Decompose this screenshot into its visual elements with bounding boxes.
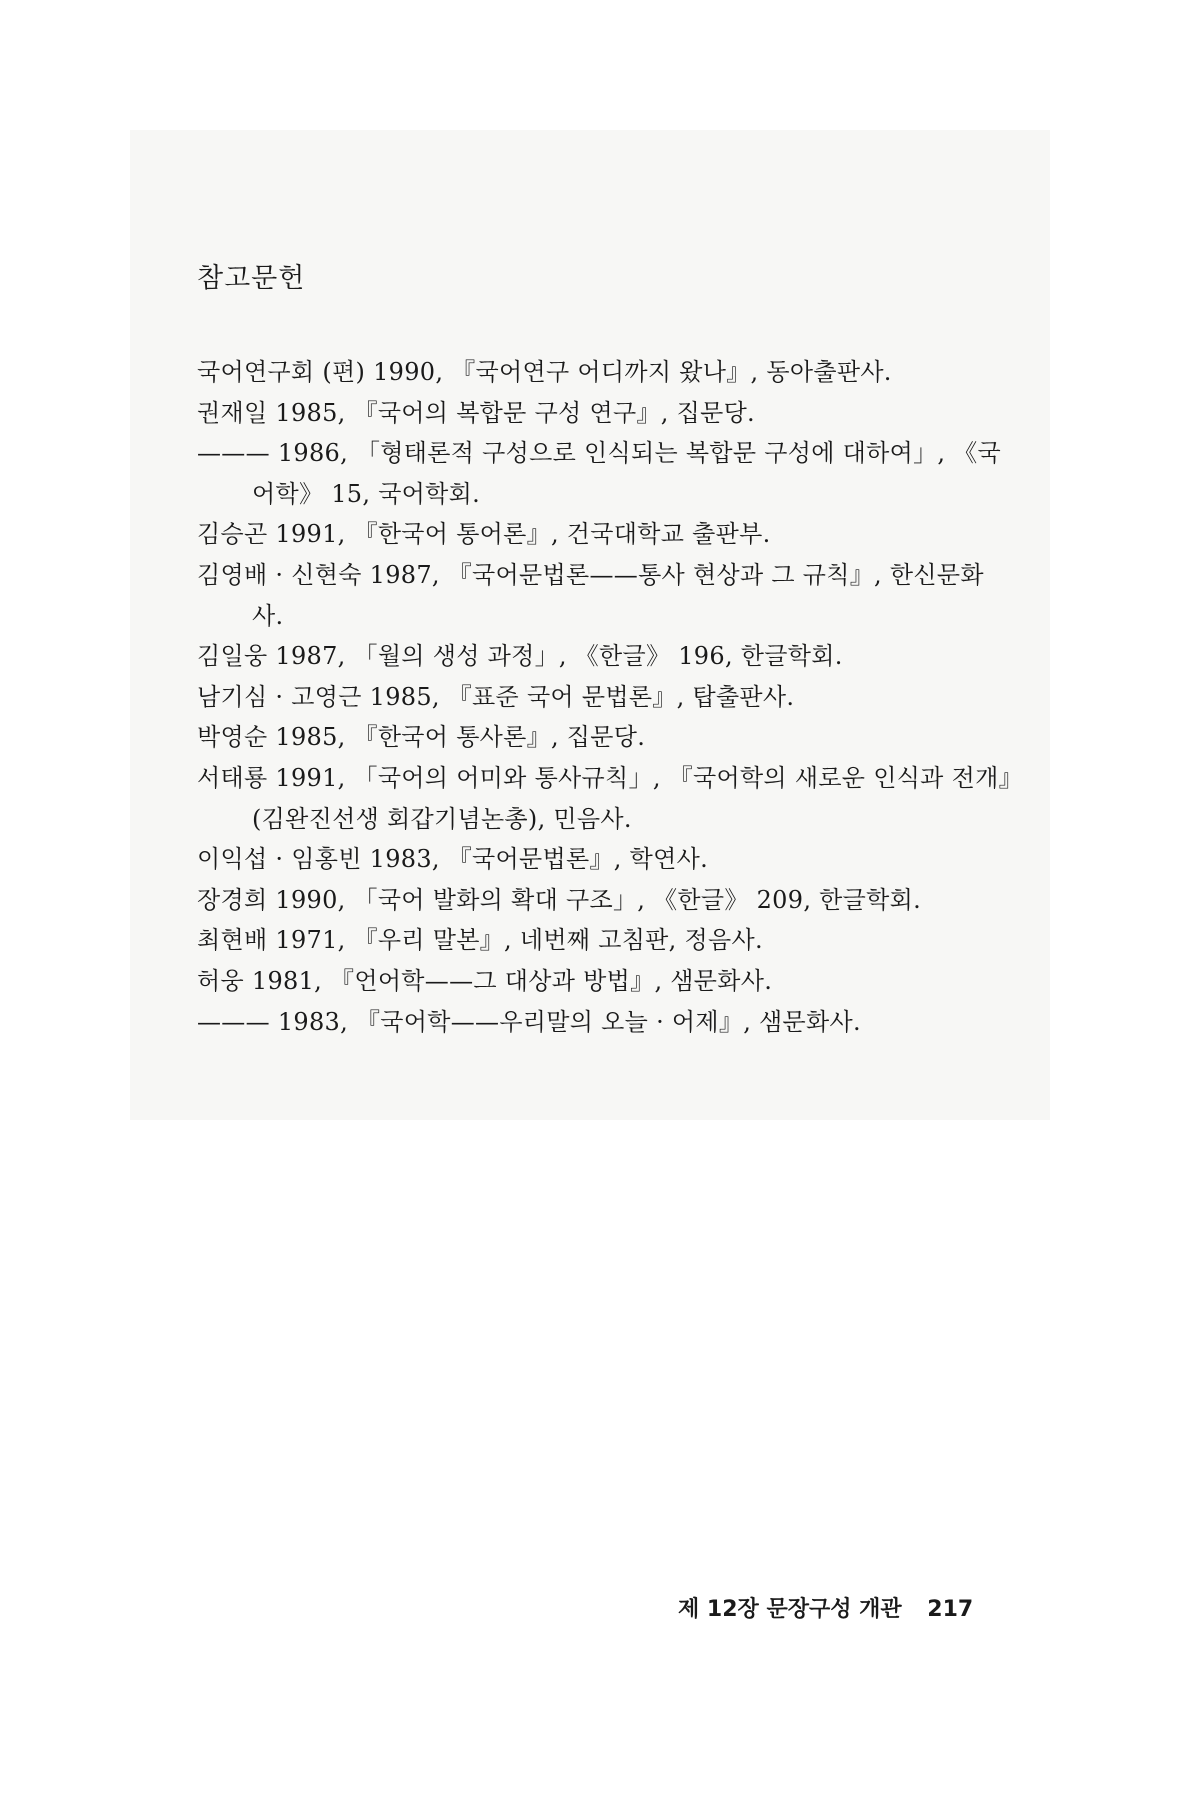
reference-entry: 장경희 1990, 「국어 발화의 확대 구조」, 《한글》 209, 한글학회. [197,885,922,914]
reference-entry: 서태룡 1991, 「국어의 어미와 통사규칙」, 『국어학의 새로운 인식과 전개』 [197,763,1023,792]
page-number: 217 [927,1597,974,1622]
reference-entry-continuation: (김완진선생 회갑기념논총), 민음사. [252,804,632,833]
reference-entry-continuation: 어학》 15, 국어학회. [252,479,481,508]
reference-entry: 허웅 1981, 『언어학——그 대상과 방법』, 샘문화사. [197,966,773,995]
running-footer [678,1592,973,1623]
reference-entry: 김영배 · 신현숙 1987, 『국어문법론——통사 현상과 그 규칙』, 한신문화 [197,560,984,589]
section-title: 참고문헌 [197,263,306,294]
reference-entry: 박영순 1985, 『한국어 통사론』, 집문당. [197,723,646,752]
reference-entry: 김일웅 1987, 「월의 생성 과정」, 《한글》 196, 한글학회. [197,642,843,671]
reference-list [197,352,1047,1042]
reference-entry: 최현배 1971, 『우리 말본』, 네번째 고침판, 정음사. [197,926,763,955]
reference-entry: 김승곤 1991, 『한국어 통어론』, 건국대학교 출판부. [197,520,771,549]
reference-entry: 권재일 1985, 『국어의 복합문 구성 연구』, 집문당. [197,398,755,427]
reference-entry: 남기심 · 고영근 1985, 『표준 국어 문법론』, 탑출판사. [197,682,795,711]
reference-entry: 국어연구회 (편) 1990, 『국어연구 어디까지 왔나』, 동아출판사. [197,358,892,386]
reference-entry: ——— 1986, 「형태론적 구성으로 인식되는 복합문 구성에 대하여」, 《국 [197,439,1002,468]
reference-entry: ——— 1983, 『국어학——우리말의 오늘 · 어제』, 샘문화사. [197,1007,861,1036]
chapter-title: 문장구성 개관 [766,1597,902,1622]
reference-entry-continuation: 사. [252,601,284,630]
reference-entry: 이익섭 · 임홍빈 1983, 『국어문법론』, 학연사. [197,845,709,874]
chapter-number: 제 12장 [678,1597,759,1622]
